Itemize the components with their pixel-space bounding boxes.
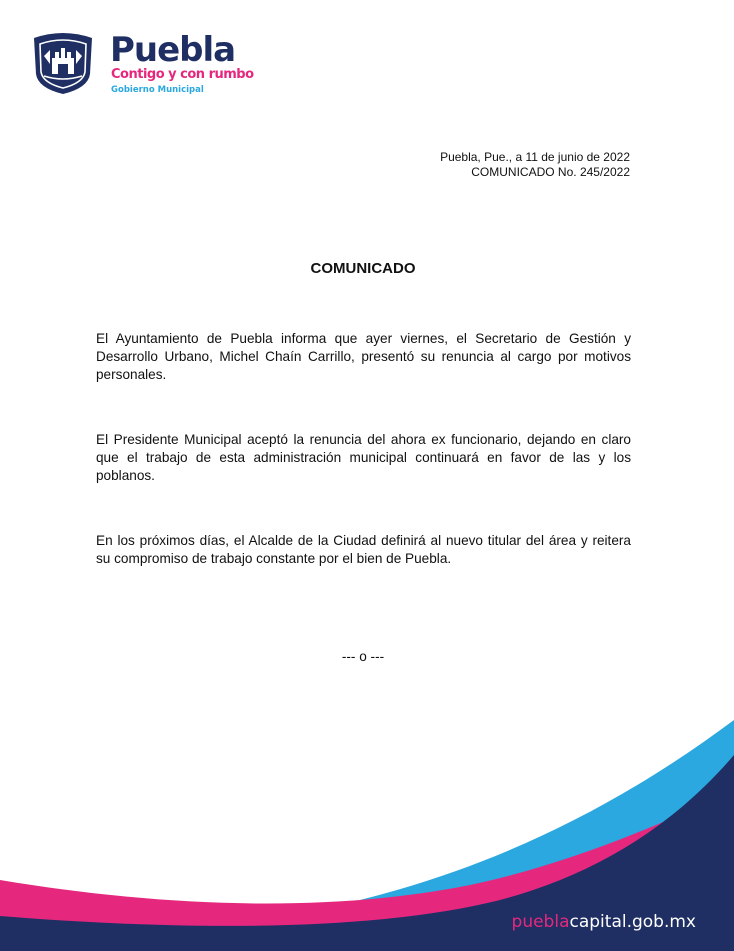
paragraph-2: El Presidente Municipal aceptó la renuncia del ahora ex funcionario, dejando en claro que el trabajo de esta administración municipal continuará en favor de las y los poblanos. xyxy=(96,432,631,483)
document-heading: COMUNICADO xyxy=(310,260,416,277)
paragraph-3: En los próximos días, el Alcalde de la Ciudad definirá al nuevo titular del área y reitera su compromiso de trabajo constante por el bien de Puebla. xyxy=(96,533,631,566)
reference-number: COMUNICADO No. 245/2022 xyxy=(471,165,630,179)
document-meta xyxy=(440,150,630,180)
closing-mark: --- o --- xyxy=(341,649,385,664)
city-crest-icon xyxy=(30,30,96,96)
municipal-logo xyxy=(30,30,254,100)
place-date: Puebla, Pue., a 11 de junio de 2022 xyxy=(440,150,630,164)
brand-subtitle: Gobierno Municipal xyxy=(111,85,204,95)
footer-url-rest: capital.gob.mx xyxy=(569,912,696,932)
brand-name: Puebla xyxy=(110,30,236,70)
paragraph-1: El Ayuntamiento de Puebla informa que ayer viernes, el Secretario de Gestión y Desarrollo Urbano, Michel Chaín Carrillo, presentó su renuncia al cargo por motivos personales. xyxy=(96,331,631,382)
brand-tagline: Contigo y con rumbo xyxy=(111,67,254,82)
footer-url-accent: puebla xyxy=(511,912,570,932)
footer-website xyxy=(512,912,696,932)
